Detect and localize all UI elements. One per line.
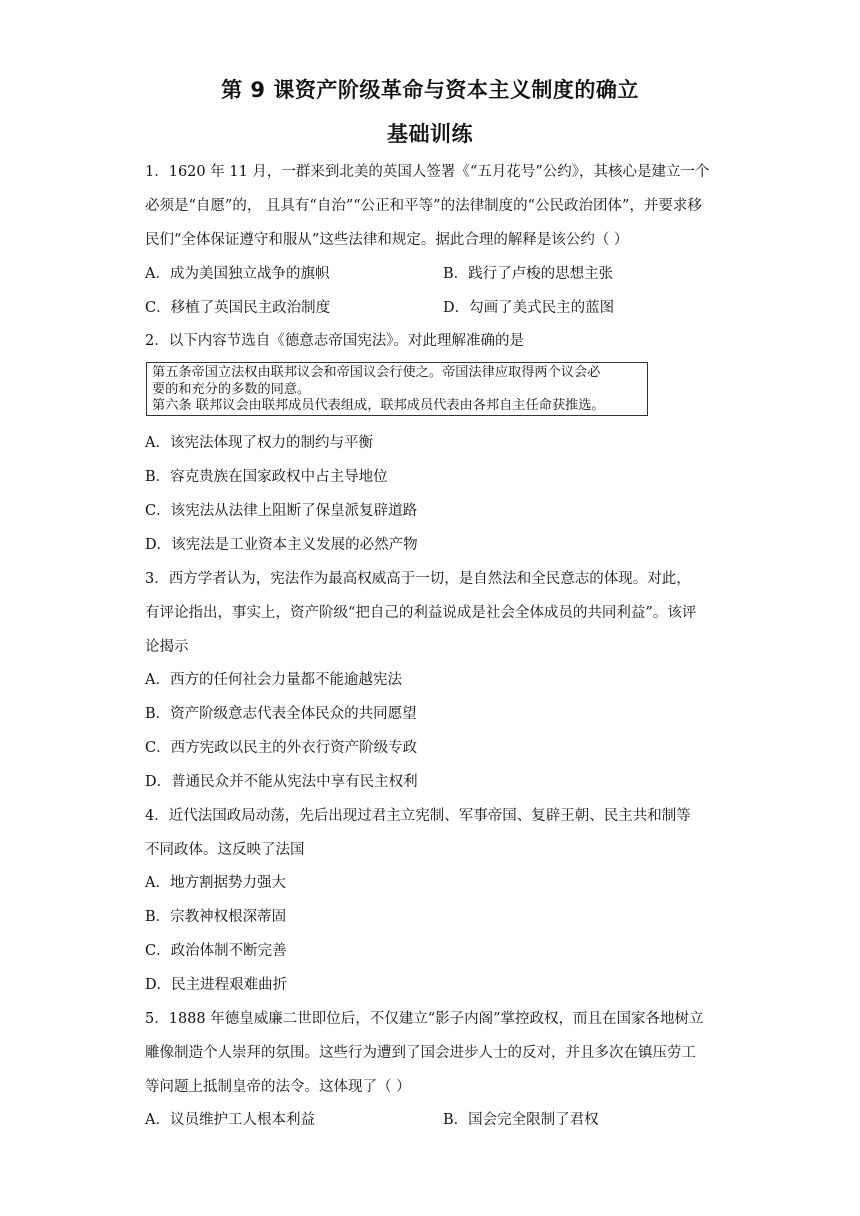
q5-option-b: B．国会完全限制了君权 xyxy=(443,1112,599,1128)
q4-option-b: B．宗教神权根深蒂固 xyxy=(145,909,287,925)
q5-stem-line: 雕像制造个人崇拜的氛围。这些行为遭到了国会进步人士的反对，并且多次在镇压劳工 xyxy=(145,1045,696,1061)
q3-stem-line: 3．西方学者认为，宪法作为最高权威高于一切，是自然法和全民意志的体现。对此， xyxy=(145,571,691,587)
q3-option-b: B．资产阶级意志代表全体民众的共同愿望 xyxy=(145,706,417,722)
q1-option-c: C．移植了英国民主政治制度 xyxy=(145,300,331,316)
q3-stem-line: 论揭示 xyxy=(145,639,189,655)
q5-stem-line: 5．1888 年德皇威廉二世即位后，不仅建立“影子内阁”掌控政权，而且在国家各地树立 xyxy=(145,1011,704,1027)
q1-stem-line: 民们“全体保证遵守和服从”这些法律和规定。据此合理的解释是该公约（ ） xyxy=(145,232,629,248)
q4-stem-line: 4．近代法国政局动荡，先后出现过君主立宪制、军事帝国、复辟王朝、民主共和制等 xyxy=(145,808,691,824)
section-title: 基础训练 xyxy=(387,122,473,146)
q3-option-c: C．西方宪政以民主的外衣行资产阶级专政 xyxy=(145,740,418,756)
q3-stem-line: 有评论指出，事实上，资产阶级“把自己的利益说成是社会全体成员的共同利益”。该评 xyxy=(145,605,697,621)
q4-option-c: C．政治体制不断完善 xyxy=(145,943,287,959)
q1-option-a: A．成为美国独立战争的旗帜 xyxy=(145,266,330,282)
q1-stem-line: 必须是“自愿”的， 且具有“自治”“公正和平等”的法律制度的“公民政治团体”，并要求移 xyxy=(145,198,702,214)
q1-stem-line: 1．1620 年 11 月，一群来到北美的英国人签署《“五月花号”公约》，其核心是建立一个 xyxy=(145,164,710,180)
q3-option-a: A．西方的任何社会力量都不能逾越宪法 xyxy=(145,672,402,688)
q2-option-b: B．容克贵族在国家政权中占主导地位 xyxy=(145,469,388,485)
q4-option-d: D．民主进程艰难曲折 xyxy=(145,977,288,993)
q1-option-b: B．践行了卢梭的思想主张 xyxy=(443,266,614,282)
q2-constitution-excerpt xyxy=(146,362,648,416)
q5-option-a: A．议员维护工人根本利益 xyxy=(145,1112,315,1128)
q4-option-a: A．地方割据势力强大 xyxy=(145,875,286,891)
q4-stem-line: 不同政体。这反映了法国 xyxy=(145,842,305,858)
q2-option-d: D．该宪法是工业资本主义发展的必然产物 xyxy=(145,537,418,553)
excerpt-line: 第五条帝国立法权由联邦议会和帝国议会行使之。帝国法律应取得两个议会必 xyxy=(152,365,601,380)
excerpt-line: 要的和充分的多数的同意。 xyxy=(152,381,311,397)
q5-stem-line: 等问题上抵制皇帝的法令。这体现了（ ） xyxy=(145,1079,411,1095)
q1-option-d: D．勾画了美式民主的蓝图 xyxy=(443,300,615,316)
q2-stem: 2．以下内容节选自《德意志帝国宪法》。对此理解准确的是 xyxy=(145,333,524,349)
q3-option-d: D．普通民众并不能从宪法中享有民主权利 xyxy=(145,774,418,790)
q2-option-a: A．该宪法体现了权力的制约与平衡 xyxy=(145,435,373,451)
excerpt-line: 第六条 联邦议会由联邦成员代表组成，联邦成员代表由各邦自主任命获推选。 xyxy=(152,398,605,413)
q2-option-c: C．该宪法从法律上阻断了保皇派复辟道路 xyxy=(145,503,418,519)
page-title: 第 9 课资产阶级革命与资本主义制度的确立 xyxy=(221,78,639,102)
